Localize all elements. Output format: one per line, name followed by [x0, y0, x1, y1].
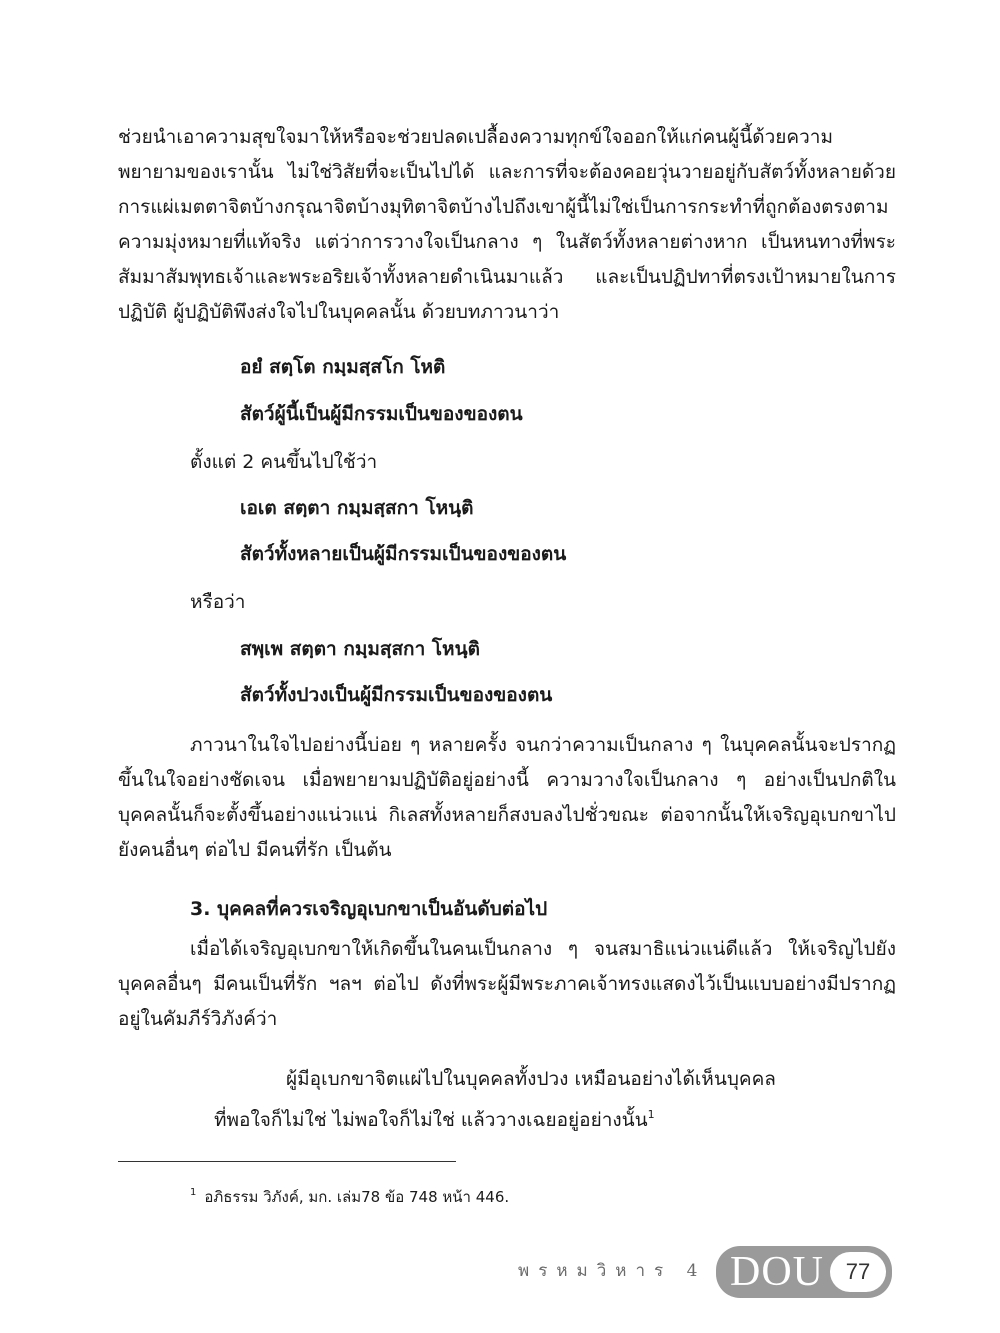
dou-page-badge	[716, 1246, 892, 1298]
quote-line-2-text: ที่พอใจก็ไม่ใช่ ไม่พอใจก็ไม่ใช่ แล้ววางเฉยอยู่อย่างนั้น	[214, 1109, 648, 1131]
verse-3-pali: สพฺเพ สตฺตา กมฺมสฺสกา โหนฺติ	[240, 638, 480, 660]
verse-1-pali: อยํ สตฺโต กมฺมสฺสโก โหติ	[240, 356, 446, 378]
body-paragraph-1: ช่วยนำเอาความสุขใจมาให้หรือจะช่วยปลดเปลื้องความทุกข์ใจออกให้แก่คนผู้นี้ด้วยความพยายามของเรานั้น ไม่ใช่วิสัยที่จะเป็นไปได้ และการที่จะต้องคอยวุ่นวายอยู่กับสัตว์ทั้งหลายด้วยการแผ่เมตตาจิตบ้างกรุณาจิตบ้างมุทิตาจิตบ้างไปถึงเขาผู้นี้ไม่ใช่เป็นการกระทำที่ถูกต้องตรงตามความมุ่งหมายที่แท้จริง แต่ว่าการวางใจเป็นกลาง ๆ ในสัตว์ทั้งหลายต่างหาก เป็นหนทางที่พระสัมมาสัมพุทธเจ้าและพระอริยเจ้าทั้งหลายดำเนินมาแล้ว และเป็นปฏิปทาที่ตรงเป้าหมายในการปฏิบัติ ผู้ปฏิบัติพึงส่งใจไปในบุคคลนั้น ด้วยบทภาวนาว่า	[118, 126, 896, 323]
running-title: พรหมวิหาร 4	[518, 1261, 707, 1281]
footnote-text: อภิธรรม วิภังค์, มก. เล่ม78 ข้อ 748 หน้า 446.	[204, 1188, 510, 1206]
page-number: 77	[830, 1252, 886, 1292]
body-paragraph-3: เมื่อได้เจริญอุเบกขาให้เกิดขึ้นในคนเป็นกลาง ๆ จนสมาธิแน่วแน่ดีแล้ว ให้เจริญไปยังบุคคลอื่นๆ มีคนเป็นที่รัก ฯลฯ ต่อไป ดังที่พระผู้มีพระภาคเจ้าทรงแสดงไว้เป็นแบบอย่างมีปรากฏอยู่ในคัมภีร์วิภังค์ว่า	[118, 938, 896, 1030]
section-heading: 3. บุคคลที่ควรเจริญอุเบกขาเป็นอันดับต่อไป	[190, 898, 548, 920]
body-paragraph-2: ภาวนาในใจไปอย่างนี้บ่อย ๆ หลายครั้ง จนกว่าความเป็นกลาง ๆ ในบุคคลนั้นจะปรากฏขึ้นในใจอย่างชัดเจน เมื่อพยายามปฏิบัติอยู่อย่างนี้ ความวางใจเป็นกลาง ๆ อย่างเป็นปกติในบุคคลนั้นก็จะตั้งขึ้นอย่างแน่วแน่ กิเลสทั้งหลายก็สงบลงไปชั่วขณะ ต่อจากนั้นให้เจริญอุเบกขาไปยังคนอื่นๆ ต่อไป มีคนที่รัก เป็นต้น	[118, 734, 896, 861]
dou-logo-text: DOU	[730, 1249, 824, 1295]
verse-1-thai: สัตว์ผู้นี้เป็นผู้มีกรรมเป็นของของตน	[240, 403, 523, 425]
intro-two-persons: ตั้งแต่ 2 คนขึ้นไปใช้ว่า	[190, 451, 378, 473]
footnote-mark: 1	[190, 1187, 197, 1198]
verse-2-thai: สัตว์ทั้งหลายเป็นผู้มีกรรมเป็นของของตน	[240, 543, 567, 565]
footnote	[190, 1179, 509, 1211]
intro-or: หรือว่า	[190, 591, 246, 613]
verse-3-thai: สัตว์ทั้งปวงเป็นผู้มีกรรมเป็นของของตน	[240, 684, 553, 706]
footnote-divider	[118, 1161, 456, 1162]
quote-line-1: ผู้มีอุเบกขาจิตแผ่ไปในบุคคลทั้งปวง เหมือนอย่างได้เห็นบุคคล	[286, 1068, 776, 1090]
verse-2-pali: เอเต สตฺตา กมฺมสฺสกา โหนฺติ	[240, 497, 474, 519]
footnote-reference[interactable]: 1	[647, 1108, 655, 1121]
quote-line-2	[214, 1097, 655, 1138]
